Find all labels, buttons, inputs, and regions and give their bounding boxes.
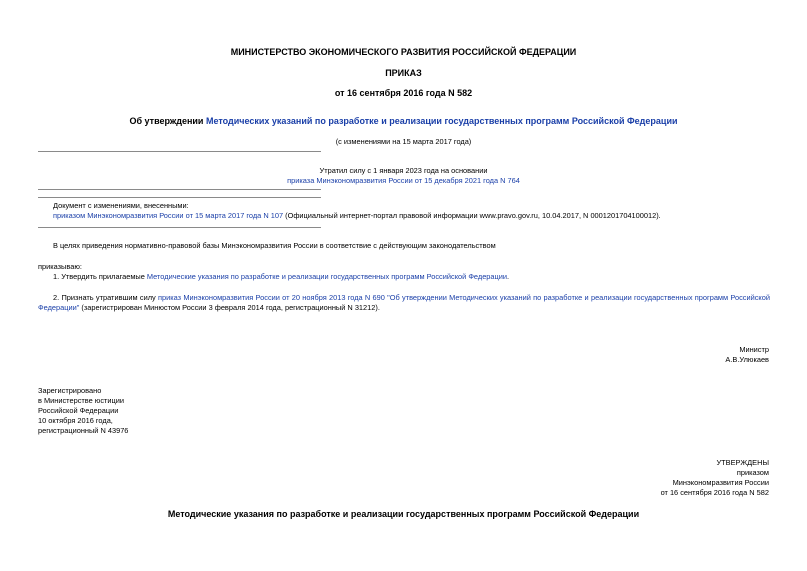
- order-item-2: [38, 293, 770, 313]
- approval-line: от 16 сентября 2016 года N 582: [660, 488, 769, 497]
- doc-title-prefix: Об утверждении: [129, 116, 206, 126]
- divider: [38, 151, 321, 152]
- item2-suffix: (зарегистрирован Минюстом России 3 февраля 2014 года, регистрационный N 31212).: [79, 303, 380, 312]
- divider: [38, 227, 321, 228]
- annex-title: Методические указания по разработке и реализации государственных программ Российской Федерации: [167, 509, 640, 519]
- approval-line: УТВЕРЖДЕНЫ: [716, 458, 769, 467]
- approval-line: Минэкономразвития России: [672, 478, 769, 487]
- amended-doc-label: Документ с изменениями, внесенными:: [53, 201, 189, 210]
- registration-block: [38, 386, 128, 436]
- registration-line: 10 октября 2016 года,: [38, 416, 113, 425]
- amended-doc-link[interactable]: приказом Минэкономразвития России от 15 марта 2017 года N 107: [53, 211, 284, 220]
- amended-doc-source: (Официальный интернет-портал правовой информации www.pravo.gov.ru, 10.04.2017, N 0001201704100012).: [283, 211, 661, 220]
- item2-link[interactable]: приказ Минэкономразвития России от 20 ноября 2013 года N 690 "Об утверждении Методических указаний по разработке и реализации государственных программ Российской Федерации": [38, 293, 770, 312]
- divider: [38, 197, 321, 198]
- registration-line: в Министерстве юстиции: [38, 396, 125, 405]
- amendments-note: (с изменениями на 15 марта 2017 года): [335, 137, 472, 146]
- status-note-line1: Утратил силу с 1 января 2023 года на основании: [319, 166, 488, 175]
- divider: [38, 189, 321, 190]
- signature-name: А.В.Улюкаев: [725, 355, 769, 364]
- approval-line: приказом: [736, 468, 769, 477]
- approval-block: [661, 458, 769, 498]
- item2-prefix: 2. Признать утратившим силу: [53, 293, 159, 302]
- doc-date-number: от 16 сентября 2016 года N 582: [334, 88, 473, 98]
- preamble: В целях приведения нормативно-правовой базы Минэкономразвития России в соответствие с действующим законодательством: [53, 241, 496, 250]
- item1-link[interactable]: Методические указания по разработке и реализации государственных программ Российской Федерации: [146, 272, 508, 281]
- registration-line: регистрационный N 43976: [38, 426, 129, 435]
- registration-line: Зарегистрировано: [38, 386, 102, 395]
- doc-type-heading: ПРИКАЗ: [385, 68, 422, 78]
- ministry-heading: МИНИСТЕРСТВО ЭКОНОМИЧЕСКОГО РАЗВИТИЯ РОССИЙСКОЙ ФЕДЕРАЦИИ: [230, 47, 577, 57]
- item1-suffix: .: [507, 272, 510, 281]
- order-item-1: [53, 272, 509, 281]
- registration-line: Российской Федерации: [38, 406, 119, 415]
- signature-title: Министр: [739, 345, 769, 354]
- amended-doc-line: [53, 211, 661, 220]
- status-note-link[interactable]: приказа Минэкономразвития России от 15 декабря 2021 года N 764: [287, 176, 520, 185]
- item1-prefix: 1. Утвердить прилагаемые: [53, 272, 147, 281]
- doc-title-link[interactable]: Методических указаний по разработке и реализации государственных программ Российской Федерации: [205, 116, 678, 126]
- order-word: приказываю:: [38, 262, 82, 271]
- doc-title: [0, 116, 807, 126]
